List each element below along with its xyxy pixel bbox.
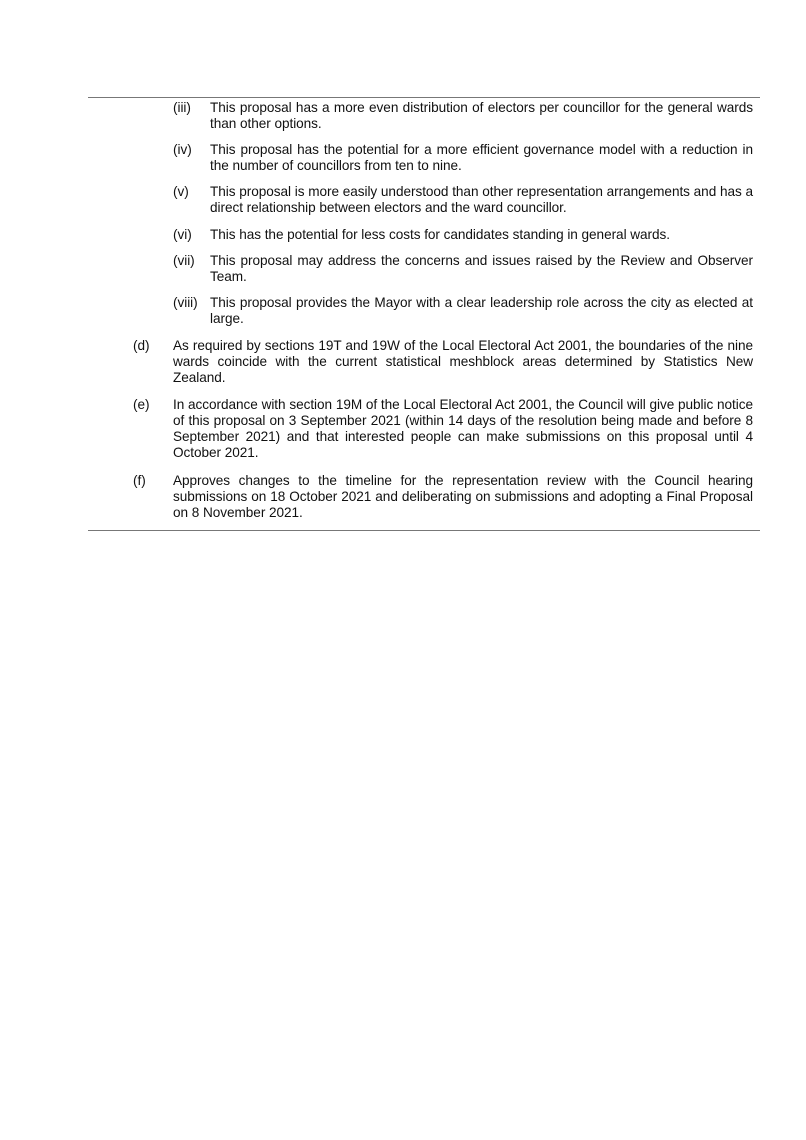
item-text: This proposal may address the concerns and issues raised by the Review and Observer Team. [210,253,753,284]
item-text: Approves changes to the timeline for the representation review with the Council hearing submissions on 18 October 2021 and deliberating on submissions and adopting a Final Proposal on 8 November 2021. [173,473,753,520]
item-text: This proposal has the potential for a more efficient governance model with a reduction in the number of councillors from ten to nine. [210,142,753,173]
item-number: (viii) [173,295,198,310]
item-text: This proposal has a more even distribution of electors per councillor for the general wards than other options. [210,100,753,131]
item-text: This proposal provides the Mayor with a clear leadership role across the city as elected at large. [210,295,753,326]
table-top-border [88,97,760,98]
item-text: As required by sections 19T and 19W of the Local Electoral Act 2001, the boundaries of the nine wards coincide with the current statistical meshblock areas determined by Statistics New Zealand. [173,338,753,385]
item-number: (vi) [173,227,192,242]
item-letter: (d) [133,338,150,353]
table-bottom-border [88,530,760,531]
item-text: This proposal is more easily understood than other representation arrangements and has a direct relationship between electors and the ward councillor. [210,184,753,215]
item-letter: (e) [133,397,150,412]
item-text: This has the potential for less costs for candidates standing in general wards. [210,227,671,242]
item-letter: (f) [133,473,146,488]
item-text: In accordance with section 19M of the Local Electoral Act 2001, the Council will give public notice of this proposal on 3 September 2021 (within 14 days of the resolution being made and before 8 September 2021) and that interested people can make submissions on this proposal until 4 October 2021. [173,397,753,460]
item-number: (v) [173,184,189,199]
item-number: (iv) [173,142,192,157]
item-number: (iii) [173,100,191,115]
item-number: (vii) [173,253,195,268]
